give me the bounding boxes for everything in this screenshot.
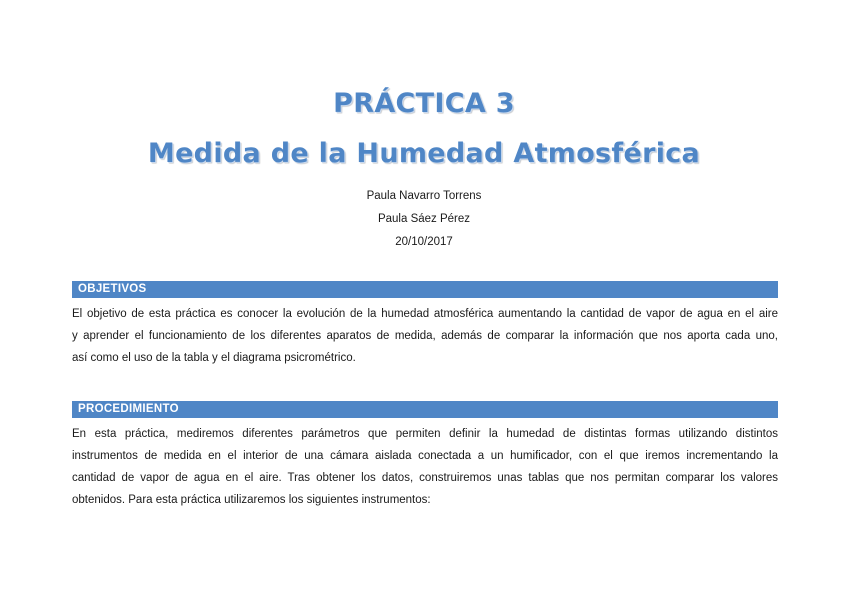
paragraph-line: El objetivo de esta práctica es conocer la evolución de la humedad atmosférica aumentando la cantidad de vapor de agua en el aire bbox=[72, 308, 778, 320]
author-name: Paula Sáez Pérez bbox=[377, 213, 471, 225]
paragraph-line: En esta práctica, mediremos diferentes parámetros que permiten definir la humedad de distintas formas utilizando distintos bbox=[72, 428, 778, 440]
paragraph-line: cantidad de vapor de agua en el aire. Tras obtener los datos, construiremos unas tablas que nos permitan comparar los valores bbox=[72, 472, 778, 484]
paragraph-line: y aprender el funcionamiento de los diferentes aparatos de medida, además de comparar la información que nos aporta cada uno, bbox=[72, 330, 778, 342]
section-body-procedimiento bbox=[72, 423, 778, 511]
document-date: 20/10/2017 bbox=[395, 236, 453, 248]
section-heading-objetivos: OBJETIVOS bbox=[72, 281, 778, 298]
paragraph-line: así como el uso de la tabla y el diagrama psicrométrico. bbox=[72, 352, 356, 364]
document-subtitle: Medida de la Humedad Atmosférica bbox=[147, 138, 701, 169]
paragraph-line: obtenidos. Para esta práctica utilizaremos los siguientes instrumentos: bbox=[72, 494, 431, 506]
section-heading-procedimiento: PROCEDIMIENTO bbox=[72, 401, 778, 418]
section-body-objetivos bbox=[72, 303, 778, 369]
paragraph-line: instrumentos de medida en el interior de una cámara aislada conectada a un humificador, con el que iremos incrementando la bbox=[72, 450, 778, 462]
document-title: PRÁCTICA 3 bbox=[333, 88, 515, 119]
author-name: Paula Navarro Torrens bbox=[366, 190, 482, 202]
